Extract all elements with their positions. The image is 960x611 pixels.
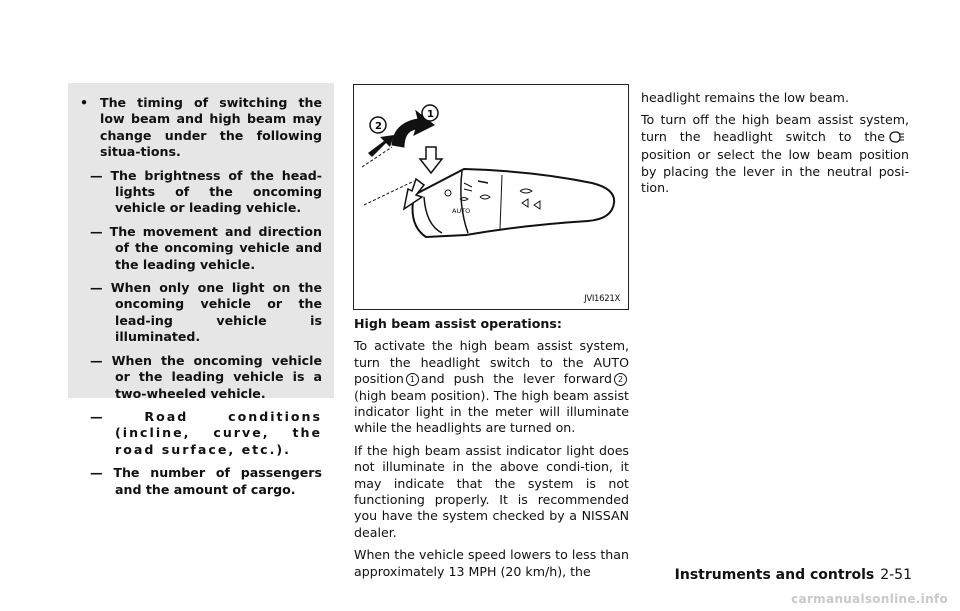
note-lead-text: The timing of switching the low beam and high beam may change under the following situa-tions. (100, 95, 322, 160)
watermark: carmanualsonline.info (791, 592, 948, 606)
callout-1-icon: 1 (406, 373, 419, 386)
note-item: — When the oncoming vehicle or the leading vehicle is a two-wheeled vehicle. (90, 352, 322, 401)
note-item: — The movement and direction of the oncoming vehicle and the leading vehicle. (90, 223, 322, 272)
headlight-lever-illustration (354, 85, 628, 309)
svg-text:1: 1 (427, 109, 434, 120)
note-item: — The brightness of the head-lights of the oncoming vehicle or leading vehicle. (90, 167, 322, 216)
section-heading: High beam assist operations: (354, 316, 562, 331)
note-item: — The number of passengers and the amount of cargo. (90, 465, 322, 497)
push-arrow-icon (368, 135, 394, 157)
svg-text:2: 2 (375, 121, 382, 132)
lever-auto-label: AUTO (452, 207, 471, 215)
lever-body-shape (413, 169, 615, 237)
headlight-off-icon (888, 131, 906, 147)
right-column (641, 90, 909, 202)
section-name: Instruments and controls (674, 567, 875, 583)
note-item: — When only one light on the oncoming vehicle or the lead-ing vehicle is illuminated. (90, 280, 322, 345)
page-number: 2-51 (880, 567, 912, 583)
middle-column (354, 316, 629, 586)
page-footer (675, 567, 912, 583)
down-arrow-icon (420, 147, 442, 173)
callout-2-icon: 2 (614, 373, 627, 386)
paragraph: When the vehicle speed lowers to less than approximately 13 MPH (20 km/h), the (354, 547, 629, 579)
note-box (68, 83, 334, 497)
bullet-icon: • (80, 95, 89, 110)
note-content (80, 95, 322, 498)
paragraph: If the high beam assist indicator light does not illuminate in the above condi-tion, it may indicate that the system is not functioning properly. It is recommended you have the system checked by a NISSAN dealer. (354, 442, 629, 540)
headlight-lever-figure (353, 84, 629, 310)
paragraph: To activate the high beam assist system, turn the headlight switch to the AUTO position 1 and push the lever forward 2(high beam position). The high beam assist indicator light in the meter will illuminate while the headlights are turned on. (354, 338, 629, 436)
paragraph: headlight remains the low beam. (641, 90, 849, 105)
note-item: — Road conditions (incline, curve, the road surface, etc.). (90, 408, 322, 457)
note-lead (80, 95, 322, 161)
paragraph: To turn off the high beam assist system, turn the headlight switch to theposition or select the low beam position by placing the lever in the neutral posi-tion. (641, 112, 909, 196)
figure-code: JVI1621X (584, 294, 620, 304)
